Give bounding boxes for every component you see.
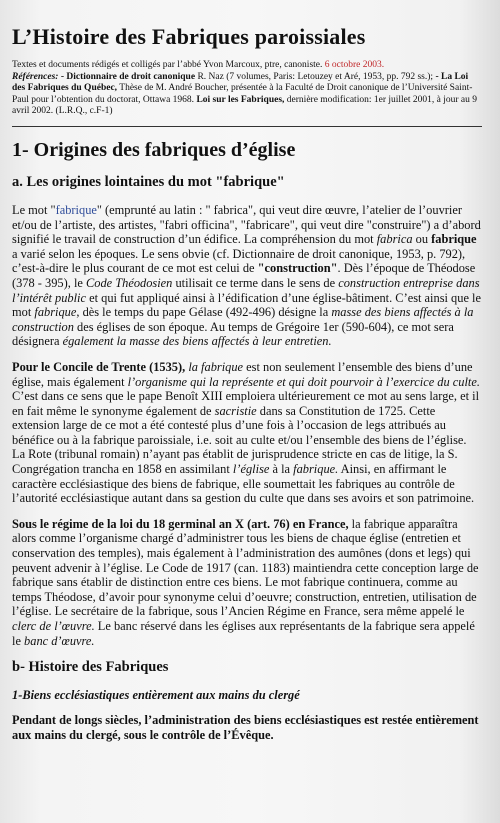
fabrique-link[interactable]: fabrique <box>55 202 97 217</box>
subsection-a-heading: a. Les origines lointaines du mot "fabrique" <box>12 173 285 190</box>
paragraph-trente: Pour le Concile de Trente (1535), la fabrique est non seulement l’ensemble des biens d’une église, mais également l’organisme qui la représente et qui doit pourvoir à l’exercice du culte. C’est dans ce sens que le pape Benoît XIII emploiera ultérieurement ce mot au sens large, et il en fait même le synonyme également de sacristie dans sa Constitution de 1725. Cette extension large de ce mot a été contesté plus d’une fois à l’occasion de legs attribués au bénéfice ou à la fabrique paroissiale, i.e. soit au culte et/ou l’ensemble des biens de l’église. La Rote (tribunal romain) n’ayant pas établit de jurisprudence stricte en cas de litige, la S. Congrégation trancha en 1858 en assimilant l’église à la fabrique. Ainsi, en affirmant le caractère ecclésiastique des biens de fabrique, elle soumettait les fabriques au contrôle de l’autorité ecclésiastique autant dans sa gestion du culte que dans ses avoirs et son patrimoine. <box>12 359 480 506</box>
references-block <box>12 60 482 118</box>
ref-dictionary: - Dictionnaire de droit canonique <box>60 71 196 82</box>
date-text: 6 octobre 2003. <box>324 60 385 70</box>
ref-modification: dernière modification: 1er juillet 2001, à jour au 9 avril 2002. (L.R.Q., c.F-1) <box>12 94 478 117</box>
references-label: Références: <box>12 71 59 82</box>
ref-loi-sur-fabriques: Loi sur les Fabriques, <box>196 94 285 105</box>
page-title: L’Histoire des Fabriques paroissiales <box>12 24 366 49</box>
divider <box>12 126 482 127</box>
subsection-b1-heading: 1-Biens ecclésiastiques entièrement aux mains du clergé <box>12 688 300 703</box>
ref-naz: R. Naz (7 volumes, Paris: Letouzey et Aré, 1953, pp. 792 ss.); <box>197 71 434 82</box>
subsection-b-heading: b- Histoire des Fabriques <box>12 659 169 676</box>
paragraph-germinal: Sous le régime de la loi du 18 germinal an X (art. 76) en France, la fabrique apparaîtra alors comme l’organisme chargé d’administrer tous les biens de chaque église (entretien et conservation des temples), mais également à l’administration des aumônes (dons et legs) qui peuvent advenir à l’église. Le Code de 1917 (can. 1183) maintiendra cette conception large de fabrique sans établir de distinction entre ces biens. Le mot fabrique continuera, comme au temps Théodose, d’avoir pour synonyme celui d’oeuvre; construction, entretien, utilisation de l’église. Le secrétaire de la fabrique, sous l’Ancien Régime en France, sera même appelé le clerc de l’œuvre. Le banc réservé dans les églises aux représentants de la fabrique sera appelé le banc d’œuvre. <box>12 516 479 648</box>
ref-these: Thèse de M. André Boucher, présentée à la Faculté de Droit canonique de l’Université Saint-Paul pour l’obtention du doctorat, Ottawa 1968. <box>12 83 473 105</box>
author-line: Textes et documents rédigés et colligés par l’abbé Yvon Marcoux, ptre, canoniste. <box>12 60 323 70</box>
ref-loi-fabriques: - La Loi des Fabriques du Québec, <box>12 71 469 94</box>
paragraph-clerge: Pendant de longs siècles, l’administration des biens ecclésiastiques est restée entièrement aux mains du clergé, sous le contrôle de l’Évêque. <box>12 713 479 742</box>
section-heading: 1- Origines des fabriques d’église <box>12 138 296 161</box>
paragraph-origins: Le mot "fabrique" (emprunté au latin : " fabrica", qui veut dire œuvre, l’atelier de l’ouvrier et/ou de l’artiste, des artistes, "fabri officina", "fabricare", qui veut dire "construire") a d’abord signifié le travail de construction d’un édifice. La compréhension du mot fabrica ou fabrique a varié selon les époques. Le sens obvie (cf. Dictionnaire de droit canonique, 1953, p. 792), c’est-à-dire le plus courant de ce mot est celui de "construction". Dès l’époque de Théodose (378 - 395), le Code Théodosien utilisait ce terme dans le sens de construction entreprise dans l’intérêt public et qui fut appliqué ainsi à l’édification d’une église-bâtiment. C’est ainsi que le mot fabrique, dès le temps du pape Gélase (492-496) désigne la masse des biens affectés à la construction des églises de son époque. Au temps de Grégoire 1er (590-604), ce mot sera désignera également la masse des biens affectés à leur entretien. <box>12 202 481 349</box>
